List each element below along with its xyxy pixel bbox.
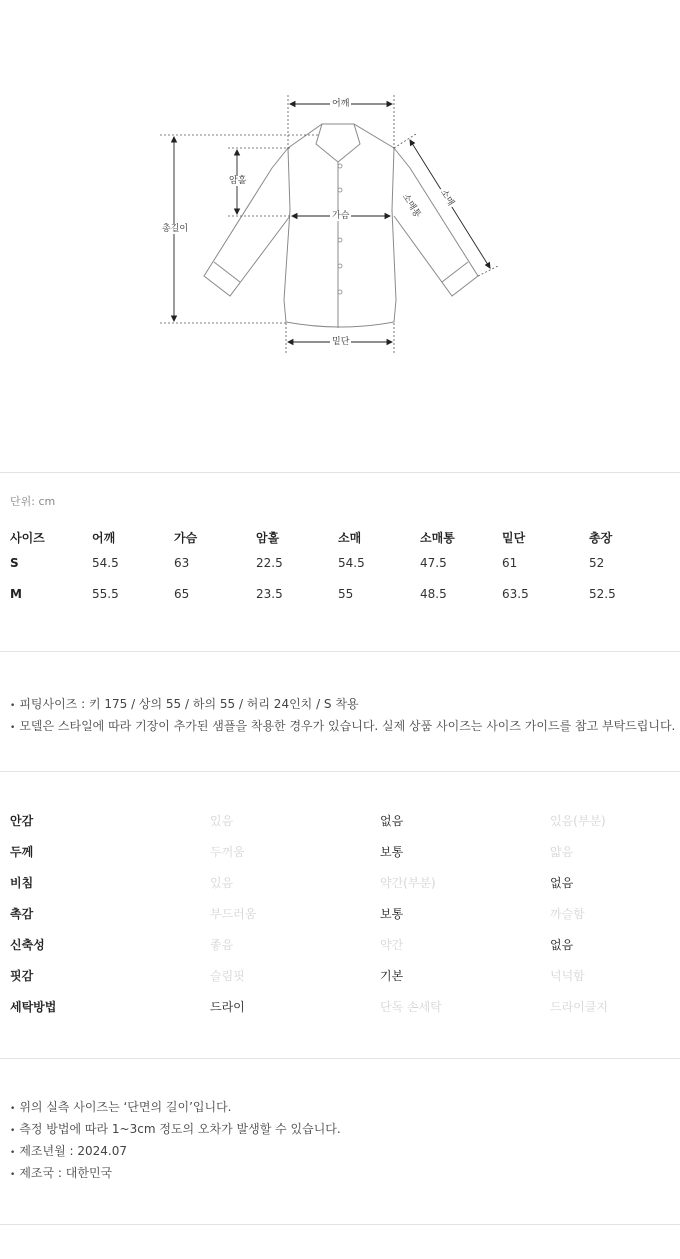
size-diagram <box>0 0 680 472</box>
attribute-option: 부드러움 <box>210 907 257 921</box>
table-cell: 48.5 <box>420 586 447 601</box>
table-cell: 52 <box>589 555 605 570</box>
attribute-option: 두꺼움 <box>210 845 245 859</box>
table-header-row <box>10 528 670 547</box>
table-cell: 55 <box>338 586 354 601</box>
header-total-length: 총장 <box>589 531 613 545</box>
table-cell: 63.5 <box>502 586 529 601</box>
label-hem: 밑단 <box>332 337 350 347</box>
divider <box>0 651 680 652</box>
care-note: • 제조년월 : 2024.07 <box>10 1141 341 1163</box>
unit-text: 단위: cm <box>10 495 56 508</box>
attribute-option-selected: 보통 <box>380 845 404 859</box>
attribute-option: 슬림핏 <box>210 969 245 983</box>
attribute-option-selected: 없음 <box>550 876 574 890</box>
attribute-option: 단독 손세탁 <box>380 1000 442 1014</box>
attribute-option: 있음(부분) <box>550 814 606 828</box>
attribute-option: 있음 <box>210 814 234 828</box>
divider <box>0 1224 680 1225</box>
label-sleeve-width: 소매통 <box>399 192 423 220</box>
attribute-name: 세탁방법 <box>10 1000 57 1014</box>
attribute-option-selected: 보통 <box>380 907 404 921</box>
table-cell: 54.5 <box>92 555 119 570</box>
attribute-name: 두께 <box>10 845 34 859</box>
attribute-name: 비침 <box>10 876 34 890</box>
table-cell: 52.5 <box>589 586 616 601</box>
attribute-option: 약간(부분) <box>380 876 436 890</box>
header-sleeve-width: 소매통 <box>420 531 455 545</box>
label-sleeve: 소매 <box>437 187 456 209</box>
label-chest: 가슴 <box>332 211 350 221</box>
care-note: • 측정 방법에 따라 1~3cm 정도의 오차가 발생할 수 있습니다. <box>10 1119 341 1141</box>
fitting-notes <box>10 694 675 738</box>
attribute-option: 드라이클지 <box>550 1000 608 1014</box>
attribute-option: 좋음 <box>210 938 234 952</box>
table-cell: S <box>10 555 19 570</box>
attribute-option-selected: 기본 <box>380 969 404 983</box>
table-cell: 65 <box>174 586 190 601</box>
attribute-option: 까슬함 <box>550 907 585 921</box>
table-row <box>10 547 670 578</box>
attribute-grid <box>10 810 670 1027</box>
attribute-option: 넉넉함 <box>550 969 585 983</box>
header-shoulder: 어깨 <box>92 531 116 545</box>
care-notes <box>10 1097 341 1185</box>
divider <box>0 1058 680 1059</box>
attribute-option-selected: 없음 <box>380 814 404 828</box>
label-armhole: 암홀 <box>229 176 247 186</box>
size-table <box>10 528 670 609</box>
attribute-row <box>10 934 670 965</box>
care-note: • 위의 실측 사이즈는 ‘단면의 길이’입니다. <box>10 1097 341 1119</box>
attribute-option: 있음 <box>210 876 234 890</box>
attribute-option-selected: 없음 <box>550 938 574 952</box>
table-cell: 63 <box>174 555 190 570</box>
table-cell: 61 <box>502 555 518 570</box>
attribute-row <box>10 810 670 841</box>
divider <box>0 771 680 772</box>
header-armhole: 암홀 <box>256 531 280 545</box>
attribute-name: 핏감 <box>10 969 34 983</box>
attribute-name: 촉감 <box>10 907 34 921</box>
fitting-note: • 모델은 스타일에 따라 기장이 추가된 샘플을 착용한 경우가 있습니다. 실제 상품 사이즈는 사이즈 가이드를 참고 부탁드립니다. <box>10 716 675 738</box>
header-chest: 가슴 <box>174 531 198 545</box>
attribute-row <box>10 903 670 934</box>
attribute-option: 얇음 <box>550 845 574 859</box>
care-note: • 제조국 : 대한민국 <box>10 1163 341 1185</box>
attribute-name: 신축성 <box>10 938 45 952</box>
attribute-option: 약간 <box>380 938 404 952</box>
header-sleeve: 소매 <box>338 531 362 545</box>
attribute-row <box>10 872 670 903</box>
table-cell: 54.5 <box>338 555 365 570</box>
table-cell: 47.5 <box>420 555 447 570</box>
attribute-name: 안감 <box>10 814 34 828</box>
header-size: 사이즈 <box>10 531 45 545</box>
header-hem: 밑단 <box>502 531 526 545</box>
fitting-note: • 피팅사이즈 : 키 175 / 상의 55 / 하의 55 / 허리 24인치 / S 착용 <box>10 694 675 716</box>
table-cell: 22.5 <box>256 555 283 570</box>
table-cell: 55.5 <box>92 586 119 601</box>
attribute-row <box>10 996 670 1027</box>
table-cell: M <box>10 586 22 601</box>
attribute-row <box>10 965 670 996</box>
label-total-length: 총길이 <box>162 224 189 234</box>
divider <box>0 472 680 473</box>
table-row <box>10 578 670 609</box>
table-cell: 23.5 <box>256 586 283 601</box>
label-shoulder: 어깨 <box>332 99 350 109</box>
attribute-row <box>10 841 670 872</box>
shirt-outline-icon <box>0 0 680 472</box>
attribute-option-selected: 드라이 <box>210 1000 245 1014</box>
